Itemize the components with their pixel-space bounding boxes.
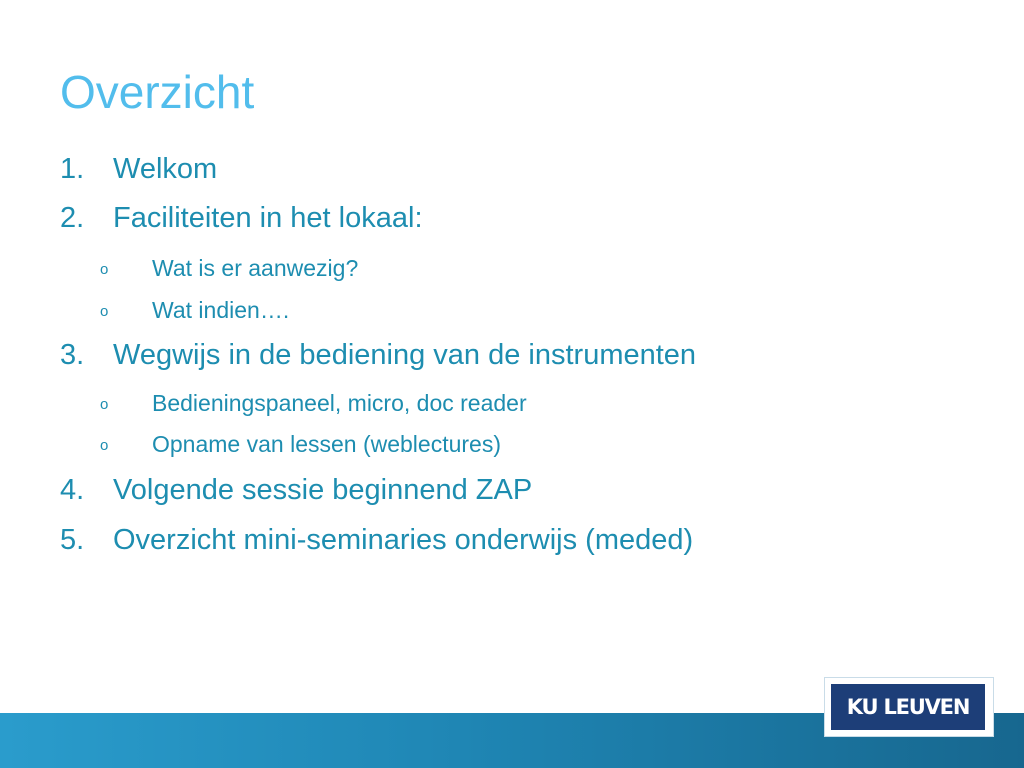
item-number: 4.	[60, 474, 85, 506]
slide-title: Overzicht	[60, 66, 255, 118]
item-number: 5.	[60, 524, 85, 556]
item-number: 2.	[60, 202, 85, 234]
circle-bullet-icon: o	[100, 396, 109, 413]
circle-bullet-icon: o	[100, 261, 109, 278]
item-number: 3.	[60, 339, 85, 371]
subitem-text: Opname van lessen (weblectures)	[152, 431, 501, 457]
circle-bullet-icon: o	[100, 303, 109, 320]
item-text: Faciliteiten in het lokaal:	[113, 202, 423, 234]
item-text: Volgende sessie beginnend ZAP	[113, 474, 533, 506]
ku-leuven-logo	[824, 677, 994, 737]
subitem-text: Wat indien….	[152, 297, 290, 323]
subitem-text: Wat is er aanwezig?	[152, 255, 359, 281]
item-text: Overzicht mini-seminaries onderwijs (meded)	[113, 524, 694, 556]
circle-bullet-icon: o	[100, 437, 109, 454]
subitem-text: Bedieningspaneel, micro, doc reader	[152, 390, 527, 416]
item-number: 1.	[60, 153, 85, 185]
item-text: Wegwijs in de bediening van de instrumenten	[113, 339, 697, 371]
item-text: Welkom	[113, 153, 218, 185]
logo-panel	[831, 684, 985, 730]
logo-text: KU LEUVEN	[846, 695, 970, 719]
